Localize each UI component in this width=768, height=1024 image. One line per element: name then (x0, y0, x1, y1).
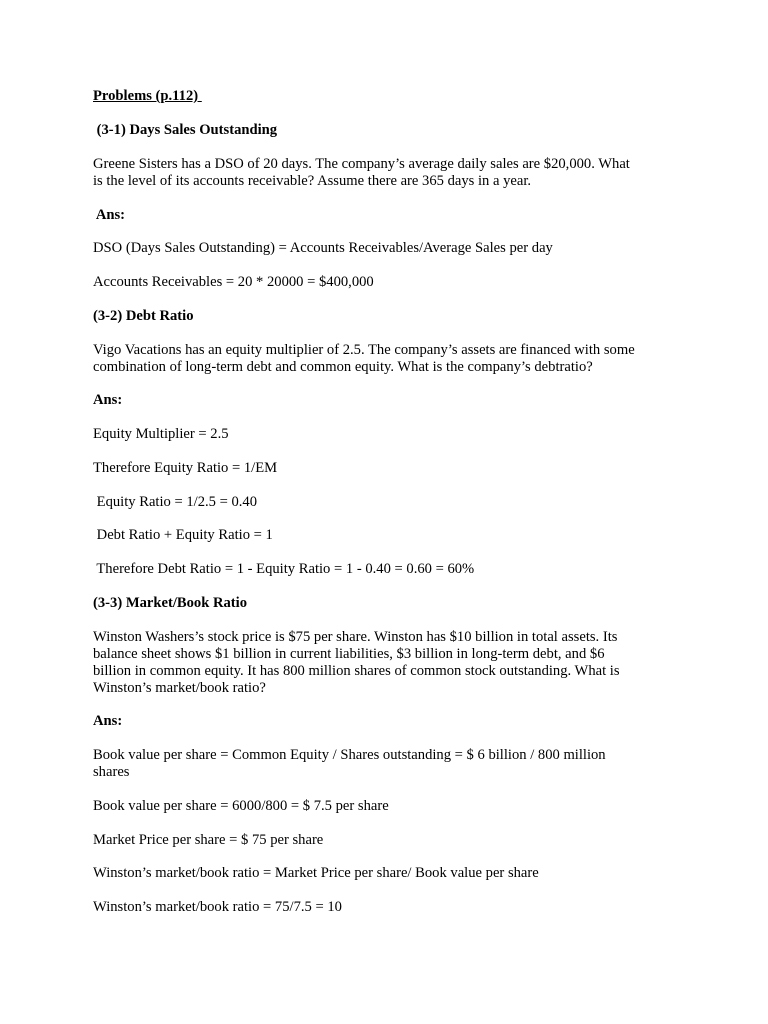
problem-title: (3-3) Market/Book Ratio (93, 595, 248, 611)
answer-line: DSO (Days Sales Outstanding) = Accounts Receivables/Average Sales per day (93, 240, 553, 256)
answer-line: shares (93, 764, 130, 780)
document-heading: Problems (p.112) (93, 88, 202, 104)
question-text: balance sheet shows $1 billion in current liabilities, $3 billion in long-term debt, and $6 (93, 646, 605, 662)
question-text: combination of long-term debt and common equity. What is the company’s debtratio? (93, 359, 593, 375)
problem-title: (3-1) Days Sales Outstanding (93, 122, 278, 138)
question-text: Winston Washers’s stock price is $75 per share. Winston has $10 billion in total assets. Its (93, 629, 618, 645)
answer-label: Ans: (93, 392, 123, 408)
answer-line: Therefore Debt Ratio = 1 - Equity Ratio = 1 - 0.40 = 0.60 = 60% (93, 561, 475, 577)
answer-line: Market Price per share = $ 75 per share (93, 832, 324, 848)
answer-label: Ans: (93, 207, 126, 223)
question-text: Greene Sisters has a DSO of 20 days. The company’s average daily sales are $20,000. What (93, 156, 630, 172)
answer-line: Equity Multiplier = 2.5 (93, 426, 229, 442)
answer-line: Book value per share = Common Equity / Shares outstanding = $ 6 billion / 800 million (93, 747, 606, 763)
answer-line: Accounts Receivables = 20 * 20000 = $400,000 (93, 274, 374, 290)
answer-line: Book value per share = 6000/800 = $ 7.5 per share (93, 798, 389, 814)
question-text: is the level of its accounts receivable? Assume there are 365 days in a year. (93, 173, 532, 189)
answer-line: Winston’s market/book ratio = Market Price per share/ Book value per share (93, 865, 539, 881)
answer-label: Ans: (93, 713, 123, 729)
answer-line: Winston’s market/book ratio = 75/7.5 = 10 (93, 899, 342, 915)
answer-line: Equity Ratio = 1/2.5 = 0.40 (93, 494, 258, 510)
question-text: Winston’s market/book ratio? (93, 680, 266, 696)
problem-title: (3-2) Debt Ratio (93, 308, 194, 324)
answer-line: Therefore Equity Ratio = 1/EM (93, 460, 278, 476)
answer-line: Debt Ratio + Equity Ratio = 1 (93, 527, 273, 543)
question-text: Vigo Vacations has an equity multiplier of 2.5. The company’s assets are financed with some (93, 342, 635, 358)
question-text: billion in common equity. It has 800 million shares of common stock outstanding. What is (93, 663, 620, 679)
